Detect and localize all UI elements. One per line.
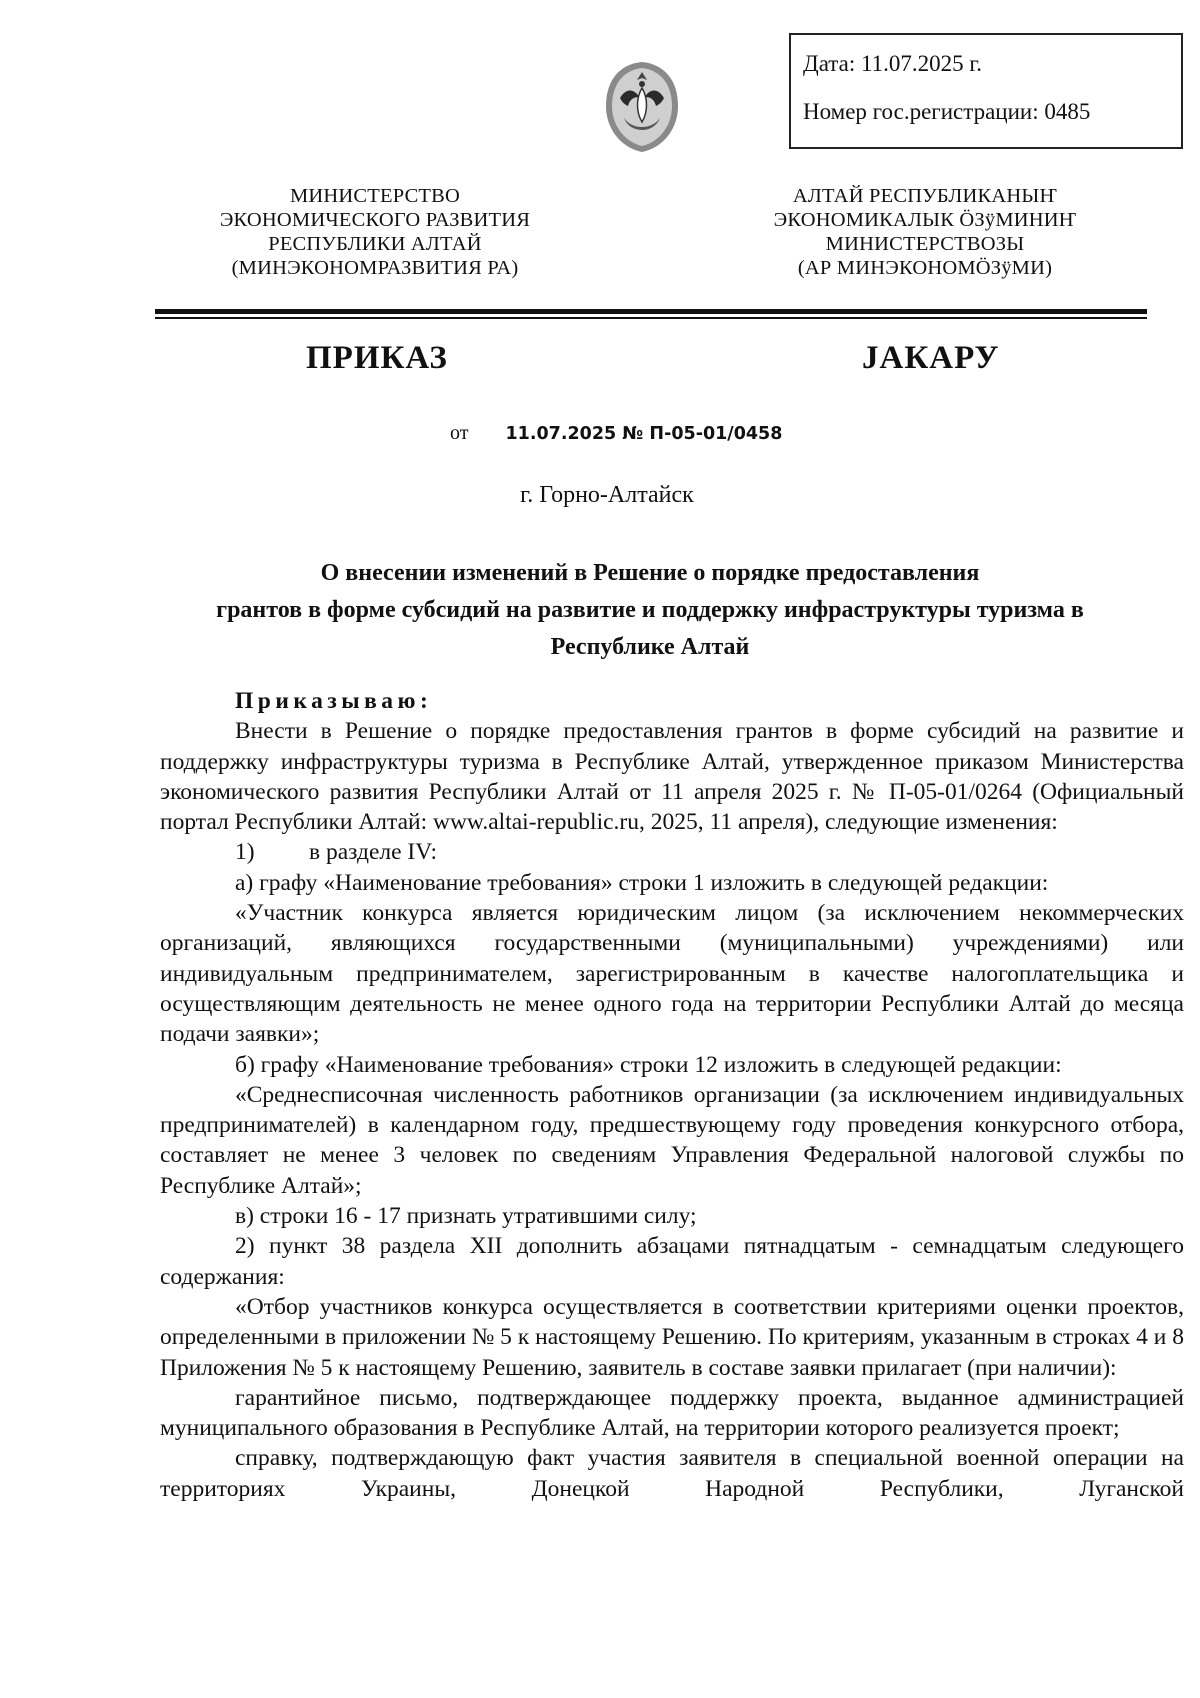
quote-b: «Среднесписочная численность работников организации (за исключением индивидуальных предпринимателей) в календарном году, предшествующему году проведения конкурсного отбора, составляет не менее 3 человек по сведениям Управления Федеральной налоговой службы по Республике Алтай»; — [160, 1081, 1184, 1199]
intro-paragraph: Внести в Решение о порядке предоставления грантов в форме субсидий на развитие и поддержку инфраструктуры туризма в Республике Алтай, утвержденное приказом Министерства экономического развития Республики Алтай от 11 апреля 2025 г. № П-05-01/0264 (Официальный портал Республики Алтай: www.altai-republic.ru, 2025, 11 апреля), следующие изменения: — [160, 718, 1184, 836]
order-title-altai: ЈАКАРУ — [862, 340, 1000, 376]
header-divider — [155, 309, 1147, 314]
registration-box — [789, 33, 1183, 149]
heading-line: О внесении изменений в Решение о порядке предоставления — [320, 560, 980, 586]
ministry-ru-abbrev: (МИНЭКОНОМРАЗВИТИЯ РА) — [231, 257, 519, 279]
republic-altai-emblem-icon — [602, 58, 682, 154]
ministry-alt-abbrev: (АР МИНЭКОНОМÖЗÿМИ) — [797, 257, 1053, 279]
item-1-number: 1) — [235, 839, 255, 866]
order-title-russian: ПРИКАЗ — [306, 340, 448, 376]
ministry-ru-line: ЭКОНОМИЧЕСКОГО РАЗВИТИЯ — [219, 209, 531, 231]
order-word: Приказываю: — [235, 688, 433, 714]
ministry-name-altai — [715, 184, 1135, 280]
order-city: г. Горно-Алтайск — [520, 482, 694, 508]
document-body — [160, 686, 1184, 1504]
ministry-alt-line: МИНИСТЕРСТВОЗЫ — [825, 233, 1025, 255]
item-b: б) графу «Наименование требования» строки 12 изложить в следующей редакции: — [235, 1051, 1062, 1078]
item-c: в) строки 16 - 17 признать утратившими силу; — [235, 1203, 697, 1230]
ministry-alt-line: ЭКОНОМИКАЛЫК ÖЗÿМИНИҤ — [773, 209, 1077, 231]
registration-date: Дата: 11.07.2025 г. — [803, 51, 982, 76]
item-2: 2) пункт 38 раздела XII дополнить абзацами пятнадцатым - семнадцатым следующего содержания: — [160, 1233, 1184, 1290]
ministry-ru-line: РЕСПУБЛИКИ АЛТАЙ — [268, 233, 482, 255]
ministry-name-russian — [165, 184, 585, 280]
quote-2: «Отбор участников конкурса осуществляется в соответствии критериями оценки проектов, определенными в приложении № 5 к настоящему Решению. По критериям, указанным в строках 4 и 8 Приложения № 5 к настоящему Решению, заявитель в составе заявки прилагает (при наличии): — [160, 1293, 1184, 1381]
item-1 — [160, 837, 1184, 867]
order-number-line — [450, 422, 782, 445]
item-1-text: в разделе IV: — [309, 839, 438, 866]
guarantee-letter-paragraph: гарантийное письмо, подтверждающее поддержку проекта, выданное администрацией муниципального образования в Республике Алтай, на территории которого реализуется проект; — [160, 1384, 1184, 1442]
order-from-label: от — [450, 422, 469, 444]
ministry-alt-line: АЛТАЙ РЕСПУБЛИКАНЫҤ — [792, 185, 1058, 207]
registration-number: Номер гос.регистрации: 0485 — [803, 99, 1091, 124]
document-heading — [150, 555, 1150, 666]
ministry-ru-line: МИНИСТЕРСТВО — [289, 185, 461, 207]
header-divider-thin — [155, 317, 1147, 319]
heading-line: грантов в форме субсидий на развитие и поддержку инфраструктуры туризма в — [216, 597, 1084, 623]
quote-a: «Участник конкурса является юридическим лицом (за исключением некоммерческих организаций, являющихся государственными (муниципальными) учреждениями) или индивидуальным предпринимателем, зарегистрированным в качестве налогоплательщика и осуществляющим деятельность не менее одного года на территории Республики Алтай до месяца подачи заявки»; — [160, 900, 1184, 1048]
heading-line: Республике Алтай — [550, 634, 750, 660]
item-a: а) графу «Наименование требования» строки 1 изложить в следующей редакции: — [235, 869, 1049, 896]
certificate-paragraph: справку, подтверждающую факт участия заявителя в специальной военной операции на территориях Украины, Донецкой Народной Республики, Луганской — [160, 1445, 1184, 1502]
order-number: 11.07.2025 № П-05-01/0458 — [505, 424, 783, 444]
